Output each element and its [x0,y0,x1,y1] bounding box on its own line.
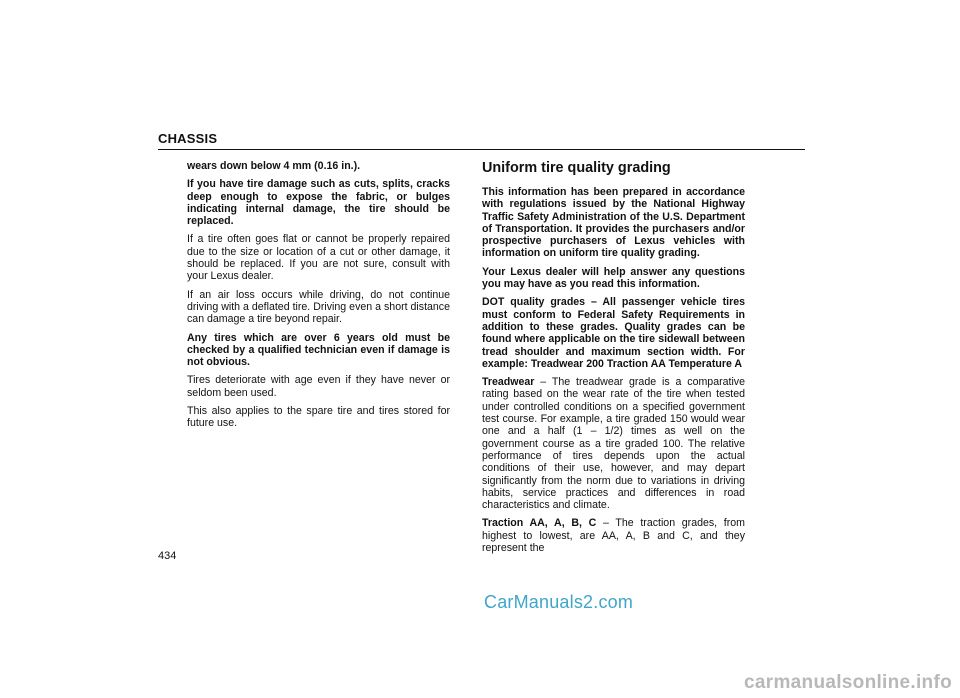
paragraph: This also applies to the spare tire and tires stored for future use. [187,405,450,430]
left-column [187,160,450,436]
paragraph: Your Lexus dealer will help answer any questions you may have as you read this information. [482,265,745,291]
paragraph [482,376,745,511]
paragraph: This information has been prepared in accordance with regulations issued by the National Highway Traffic Safety Administration of the U.S. Department of Transportation. It provides the purchasers and/or prospective purchasers of Lexus vehicles with information on uniform tire quality grading. [482,186,745,260]
section-title: CHASSIS [158,131,218,146]
term: Treadwear [482,376,535,389]
paragraph: Any tires which are over 6 years old must be checked by a qualified technician even if damage is not obvious. [187,331,450,369]
paragraph: If you have tire damage such as cuts, splits, cracks deep enough to expose the fabric, or bulges indicating internal damage, the tire should be replaced. [187,178,450,228]
section-heading: Uniform tire quality grading [482,160,671,176]
paragraph: wears down below 4 mm (0.16 in.). [187,160,361,172]
page-number: 434 [158,550,177,562]
watermark-link[interactable]: CarManuals2.com [484,592,634,612]
definition: – The treadwear grade is a comparative rating based on the wear rate of the tire when tested under controlled conditions on a specified government test course. For example, a tire graded 150 would wear one and a half (1 – 1/2) times as well on the government course as a tire graded 100. The relative performance of tires depends upon the actual conditions of their use, however, and may depart significantly from the norm due to variations in driving habits, service practices and differences in road characteristics and climate. [482,376,745,512]
watermark-text: carmanualsonline.info [744,672,952,693]
paragraph: If a tire often goes flat or cannot be properly repaired due to the size or location of a cut or other damage, it should be replaced. If you are not sure, consult with your Lexus dealer. [187,233,450,283]
definition: – The traction grades, from highest to lowest, are AA, A, B and C, and they represent the [482,517,745,555]
paragraph: Tires deteriorate with age even if they have never or seldom been used. [187,374,450,399]
paragraph [482,517,745,554]
header-rule [158,149,805,150]
right-column [482,160,745,560]
paragraph: If an air loss occurs while driving, do not continue driving with a deflated tire. Driving even a short distance can damage a tire beyond repair. [187,288,450,326]
paragraph: DOT quality grades – All passenger vehicle tires must conform to Federal Safety Requirements in addition to these grades. Quality grades can be found where applicable on the tire sidewall between tread shoulder and maximum section width. For example: Treadwear 200 Traction AA Temperature A [482,296,745,370]
term: Traction AA, A, B, C [482,517,597,530]
